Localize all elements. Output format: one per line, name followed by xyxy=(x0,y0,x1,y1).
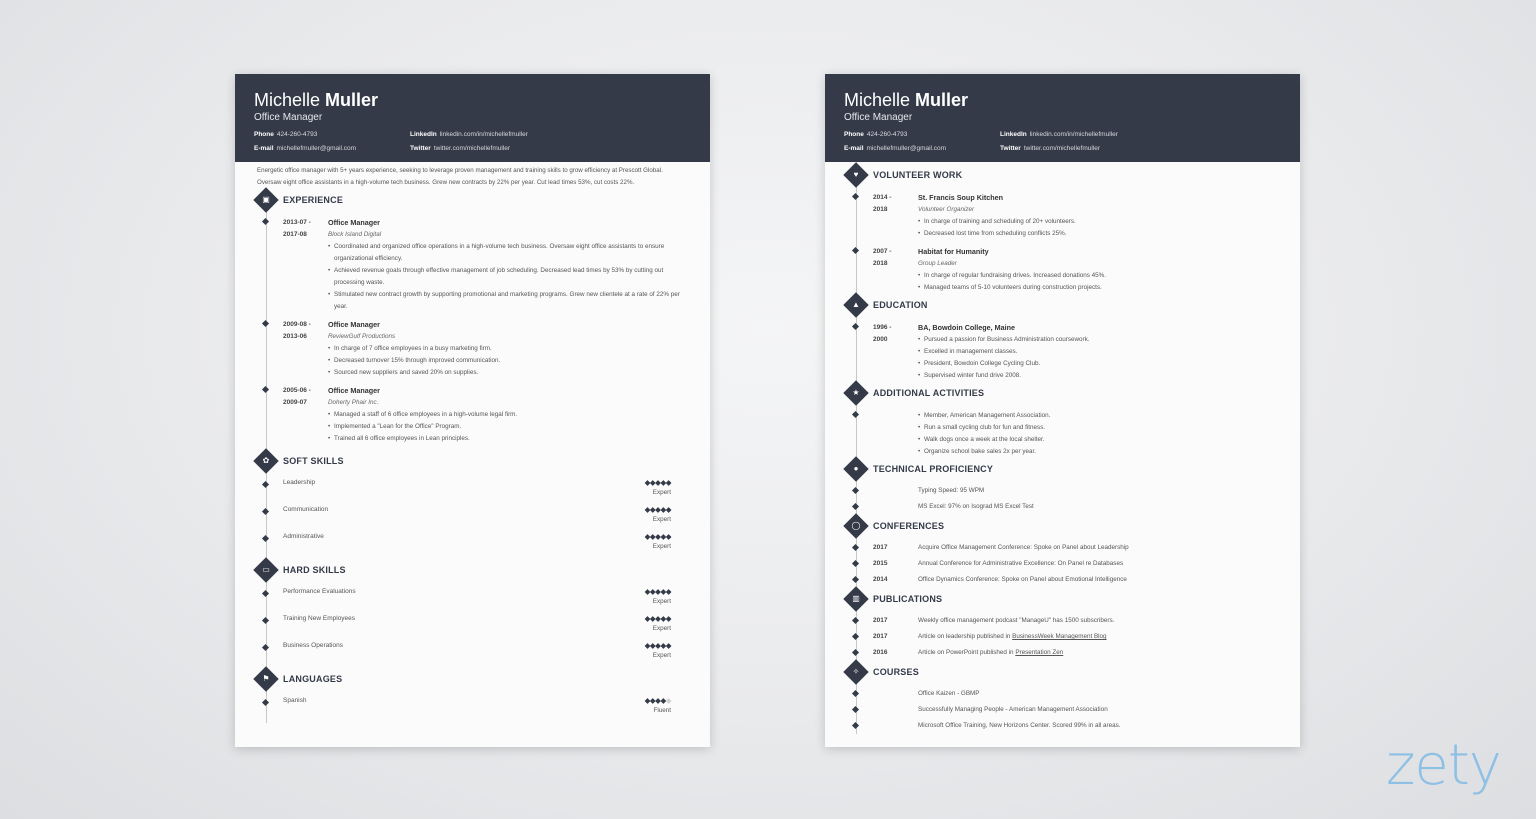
rating-diamonds xyxy=(645,505,671,515)
skill-level: Expert xyxy=(652,652,671,659)
rating-diamonds xyxy=(645,478,671,488)
flag-icon: ⚑ xyxy=(253,666,278,691)
star-icon: ★ xyxy=(843,380,868,405)
rating-diamond-icon: ◆ xyxy=(655,587,661,596)
phone: Phone 424-260-4793 xyxy=(844,131,908,138)
hard-skills-section: ▭ HARD SKILLS Performance Evaluations ◆◆◆◆◆ Expert Training New Employees ◆◆◆◆◆ Expert Business Operations ◆◆◆◆◆ Expert xyxy=(235,559,710,668)
entry-date: 1996 - 2000 xyxy=(873,324,892,343)
entry-bullets xyxy=(918,270,1280,294)
timeline-bullet xyxy=(852,633,859,640)
skill-row xyxy=(283,614,690,641)
entry-content xyxy=(918,322,1280,382)
twitter[interactable]: Twitter twitter.com/michellefmuller xyxy=(410,145,511,152)
bullet-point: • Run a small cycling club for fun and fitness. xyxy=(918,422,1280,434)
timeline-bullet xyxy=(852,544,859,551)
heart-icon: ♥ xyxy=(843,162,868,187)
skill-rating xyxy=(645,587,671,606)
row-text: Article on PowerPoint published in Presentation Zen xyxy=(918,649,1064,656)
bullet-point: • Supervised winter fund drive 2008. xyxy=(918,370,1280,382)
entry-content xyxy=(918,246,1280,294)
resume-page-right xyxy=(825,74,1300,747)
timeline-entry xyxy=(283,319,690,379)
entry-organization: ReviewGulf Productions xyxy=(328,333,396,340)
row-text: Annual Conference for Administrative Excellence: On Panel re Databases xyxy=(918,560,1124,567)
soft-skills-section: ✿ SOFT SKILLS Leadership ◆◆◆◆◆ Expert Communication ◆◆◆◆◆ Expert Administrative ◆◆◆◆◆ Expert xyxy=(235,450,710,559)
bullet-point: • Sourced new suppliers and saved 20% on supplies. xyxy=(328,367,690,379)
rating-diamond-icon: ◆ xyxy=(665,614,671,623)
skill-level: Expert xyxy=(652,489,671,496)
rating-diamonds xyxy=(645,587,671,597)
timeline-bullet xyxy=(262,508,269,515)
row-text: Typing Speed: 95 WPM xyxy=(918,487,985,494)
rating-diamond-icon: ◆ xyxy=(660,478,666,487)
entry-title: Office Manager xyxy=(328,386,380,395)
entry-title: Office Manager xyxy=(328,218,380,227)
skill-rating xyxy=(645,641,671,660)
resume-header xyxy=(825,74,1300,162)
skill-name: Communication xyxy=(283,506,329,513)
book-icon: ▥ xyxy=(843,586,868,611)
candidate-role: Office Manager xyxy=(844,112,913,123)
timeline-bullet xyxy=(262,320,269,327)
timeline-bullet xyxy=(852,722,859,729)
entry-bullets xyxy=(328,409,690,445)
list-row xyxy=(873,686,1280,702)
publication-link[interactable]: Presentation Zen xyxy=(1015,649,1064,656)
rating-diamond-icon: ◆ xyxy=(649,505,656,514)
list-row xyxy=(873,540,1280,556)
email[interactable]: E-mail michellefmuller@gmail.com xyxy=(254,145,357,152)
timeline-bullet xyxy=(262,590,269,597)
rating-diamond-icon: ◆ xyxy=(649,587,656,596)
left-body xyxy=(235,189,710,723)
bullet-point: • Achieved revenue goals through effective management of job scheduling. Decreased lead times by 53% by cutting out processing waste. xyxy=(328,265,690,289)
row-text: MS Excel: 97% on Isograd MS Excel Test xyxy=(918,503,1034,510)
rating-diamond-icon: ◆ xyxy=(665,478,671,487)
resume-page-left xyxy=(235,74,710,747)
row-text: Office Dynamics Conference: Spoke on Panel about Emotional Intelligence xyxy=(918,576,1127,583)
skill-row xyxy=(283,532,690,559)
timeline-bullet xyxy=(262,644,269,651)
entry-date: 2014 - 2018 xyxy=(873,194,892,213)
skill-row xyxy=(283,696,690,723)
rating-diamond-icon: ◆ xyxy=(655,505,661,514)
user-icon: ● xyxy=(843,456,868,481)
rating-diamond-icon: ◆ xyxy=(649,478,656,487)
bullet-point: • Walk dogs once a week at the local shelter. xyxy=(918,434,1280,446)
rating-diamond-icon: ◆ xyxy=(655,614,661,623)
entry-content xyxy=(918,192,1280,240)
rating-diamond-icon: ◆ xyxy=(660,641,666,650)
timeline-bullet xyxy=(852,487,859,494)
skill-level: Expert xyxy=(652,598,671,605)
bullet-point: • Trained all 6 office employees in Lean principles. xyxy=(328,433,690,445)
candidate-name: Michelle Muller xyxy=(844,90,969,110)
contact-info xyxy=(844,131,1280,152)
timeline-entry xyxy=(283,217,690,313)
bullet-point: • In charge of 7 office employees in a busy marketing firm. xyxy=(328,343,690,355)
skill-row xyxy=(283,478,690,505)
bullet-point: • Managed a staff of 6 office employees in a high-volume legal firm. xyxy=(328,409,690,421)
rating-diamonds xyxy=(645,641,671,651)
timeline-bullet xyxy=(852,323,859,330)
phone: Phone 424-260-4793 xyxy=(254,131,318,138)
skill-name: Business Operations xyxy=(283,642,343,649)
activities-section: ★ ADDITIONAL ACTIVITIES • Member, American Management Association. • Run a small cycling club for fun and fitness. • Walk dogs once a week at the local shelter. • Organize school bake sales 2x per year. xyxy=(825,382,1300,458)
chat-icon: ◯ xyxy=(843,513,868,538)
list-row xyxy=(873,613,1280,629)
rating-diamond-icon: ◆ xyxy=(665,696,671,705)
entry-title: Office Manager xyxy=(328,320,380,329)
rating-diamond-icon: ◆ xyxy=(660,696,666,705)
skill-row xyxy=(283,587,690,614)
rating-diamond-icon: ◆ xyxy=(655,641,661,650)
timeline-bullet xyxy=(262,218,269,225)
timeline-bullet xyxy=(852,617,859,624)
timeline-bullet xyxy=(262,535,269,542)
entry-organization: Block Island Digital xyxy=(328,231,382,238)
entry-organization: Doherty Phair Inc. xyxy=(328,399,379,406)
rating-diamond-icon: ◆ xyxy=(644,614,650,623)
entry-organization: Volunteer Organizer xyxy=(918,206,975,213)
rating-diamond-icon: ◆ xyxy=(649,696,656,705)
right-body xyxy=(825,162,1300,734)
rating-diamond-icon: ◆ xyxy=(665,532,671,541)
entry-content xyxy=(328,217,690,313)
summary: Energetic office manager with 5+ years experience, seeking to leverage proven management and training skills to grow efficiency at Prescott Global. Oversaw eight office assistants in a high-volume tech business. Grew new contracts by 22% per year. Cut lead times 53%, cut costs 22%. xyxy=(257,167,663,186)
publications-section: ▥ PUBLICATIONS 2017 Weekly office management podcast "ManageU" has 1500 subscribers. 2017 Article on leadership published in BusinessWeek Management Blog 2016 Article on PowerPoint published in Presentation Zen xyxy=(825,588,1300,661)
education-section: ▲ EDUCATION 1996 - 2000 BA, Bowdoin College, Maine • Pursued a passion for Business Administration coursework. • Excelled in management classes. • President, Bowdoin College Cycling Club. • Supervised winter fund drive 2008. xyxy=(825,294,1300,382)
entry-title: Habitat for Humanity xyxy=(918,247,989,256)
timeline-bullet xyxy=(852,193,859,200)
timeline-bullet xyxy=(852,649,859,656)
rating-diamond-icon: ◆ xyxy=(665,587,671,596)
skill-name: Spanish xyxy=(283,697,307,704)
contact-info xyxy=(254,131,690,152)
bullet-point: • Organize school bake sales 2x per year. xyxy=(918,446,1280,458)
row-year: 2015 xyxy=(873,560,888,567)
bullet-point: • Coordinated and organized office operations in a high-volume tech business. Oversaw eight office assistants to ensure organizational efficiency. xyxy=(328,241,690,265)
timeline-bullet xyxy=(852,503,859,510)
rating-diamond-icon: ◆ xyxy=(665,641,671,650)
experience-section: ▣ EXPERIENCE 2013-07 - 2017-08 Office Manager Block Island Digital • Coordinated and organized office operations in a high-volume tech business. Oversaw eight office assistants to ensure organizational efficiency. • Achieved revenue goals through effective management of job scheduling. Decreased lead times by 53% by cutting out processing waste. • Stimulated new contract growth by supporting promotional and marketing programs. Grew new clientele at a rate of 22% per year. 2009-08 - 2013-06 Office Manager ReviewGulf Productions • In charge of 7 office employees in a busy marketing firm. • Decreased turnover 15% through improved communication. • Sourced new suppliers and saved 20% on supplies. 2005-06 - 2009-07 Office Manager Doherty Phair Inc. • Managed a staff of 6 office employees in a high-volume legal firm. • Implemented a "Lean for the Office" Program. • Trained all 6 office employees in Lean principles. xyxy=(235,189,710,445)
timeline-bullet xyxy=(852,706,859,713)
row-text: Article on leadership published in BusinessWeek Management Blog xyxy=(918,633,1107,640)
rating-diamond-icon: ◆ xyxy=(660,505,666,514)
row-year: 2017 xyxy=(873,544,888,551)
bullet-point: • In charge of training and scheduling of 20+ volunteers. xyxy=(918,216,1280,228)
rating-diamonds xyxy=(645,614,671,624)
rating-diamond-icon: ◆ xyxy=(644,587,650,596)
entry-content xyxy=(328,319,690,379)
skill-rating xyxy=(645,696,671,715)
volunteer-section: ♥ VOLUNTEER WORK 2014 - 2018 St. Francis Soup Kitchen Volunteer Organizer • In charge of training and scheduling of 20+ volunteers. • Decreased lost time from scheduling conflicts 25%. 2007 - 2018 Habitat for Humanity Group Leader • In charge of regular fundraising drives. Increased donations 45%. • Managed teams of 5-10 volunteers during construction projects. xyxy=(825,164,1300,294)
rating-diamond-icon: ◆ xyxy=(644,532,650,541)
rating-diamond-icon: ◆ xyxy=(660,614,666,623)
rating-diamond-icon: ◆ xyxy=(644,478,650,487)
list-row xyxy=(873,483,1280,499)
entry-content xyxy=(328,385,690,445)
skill-row xyxy=(283,641,690,668)
row-year: 2017 xyxy=(873,617,888,624)
timeline-entry xyxy=(283,385,690,445)
rating-diamonds xyxy=(645,696,671,706)
entry-date: 2005-06 - 2009-07 xyxy=(283,387,311,406)
row-text: Acquire Office Management Conference: Spoke on Panel about Leadership xyxy=(918,544,1129,551)
timeline-bullet xyxy=(852,690,859,697)
technical-section: ● TECHNICAL PROFICIENCY Typing Speed: 95 WPM MS Excel: 97% on Isograd MS Excel Test xyxy=(825,458,1300,515)
entry-organization: Group Leader xyxy=(918,260,957,267)
bullet-point: • Implemented a "Lean for the Office" Program. xyxy=(328,421,690,433)
rating-diamonds xyxy=(645,532,671,542)
entry-title: BA, Bowdoin College, Maine xyxy=(918,323,1016,332)
entry-bullets xyxy=(328,241,690,313)
entry-bullets xyxy=(918,334,1280,382)
skill-level: Expert xyxy=(652,625,671,632)
linkedin[interactable]: LinkedIn linkedin.com/in/michellefmuller xyxy=(1000,131,1118,138)
list-row xyxy=(873,629,1280,645)
entry-bullets xyxy=(918,216,1280,240)
skill-name: Performance Evaluations xyxy=(283,588,356,595)
skill-level: Expert xyxy=(652,543,671,550)
email[interactable]: E-mail michellefmuller@gmail.com xyxy=(844,145,947,152)
zety-logo: zety xyxy=(1386,733,1501,798)
languages-section: ⚑ LANGUAGES Spanish ◆◆◆◆◆ Fluent xyxy=(235,668,710,723)
twitter[interactable]: Twitter twitter.com/michellefmuller xyxy=(1000,145,1101,152)
rating-diamond-icon: ◆ xyxy=(660,587,666,596)
row-year: 2014 xyxy=(873,576,888,583)
rating-diamond-icon: ◆ xyxy=(649,532,656,541)
candidate-name: Michelle Muller xyxy=(254,90,379,110)
skill-name: Administrative xyxy=(283,533,324,540)
rating-diamond-icon: ◆ xyxy=(644,696,650,705)
bullet-point: • Managed teams of 5-10 volunteers during construction projects. xyxy=(918,282,1280,294)
bullet-point: • In charge of regular fundraising drives. Increased donations 45%. xyxy=(918,270,1280,282)
list-row xyxy=(873,702,1280,718)
bullet-point: • Pursued a passion for Business Administration coursework. xyxy=(918,334,1280,346)
entry-title: St. Francis Soup Kitchen xyxy=(918,193,1004,202)
timeline-bullet xyxy=(262,481,269,488)
rating-diamond-icon: ◆ xyxy=(665,505,671,514)
timeline-bullet xyxy=(852,560,859,567)
publication-link[interactable]: BusinessWeek Management Blog xyxy=(1012,633,1107,640)
rating-diamond-icon: ◆ xyxy=(655,532,661,541)
linkedin[interactable]: LinkedIn linkedin.com/in/michellefmuller xyxy=(410,131,528,138)
entry-date: 2009-08 - 2013-06 xyxy=(283,321,311,340)
skill-rating xyxy=(645,505,671,524)
timeline-bullet xyxy=(852,247,859,254)
activities-entry xyxy=(873,410,1280,458)
timeline-bullet xyxy=(852,576,859,583)
timeline-bullet xyxy=(852,411,859,418)
bullet-point: • Stimulated new contract growth by supporting promotional and marketing programs. Grew new clientele at a rate of 22% per year. xyxy=(328,289,690,313)
skill-level: Expert xyxy=(652,516,671,523)
bullet-point: • President, Bowdoin College Cycling Club. xyxy=(918,358,1280,370)
graduation-cap-icon: ▲ xyxy=(843,292,868,317)
row-year: 2017 xyxy=(873,633,888,640)
row-text: Office Kaizen - GBMP xyxy=(918,690,980,697)
timeline-entry xyxy=(873,192,1280,240)
skill-name: Leadership xyxy=(283,479,316,486)
skill-level: Fluent xyxy=(653,707,671,714)
lightbulb-icon: ✧ xyxy=(843,659,868,684)
rating-diamond-icon: ◆ xyxy=(649,641,656,650)
rating-diamond-icon: ◆ xyxy=(644,641,650,650)
skill-rating xyxy=(645,532,671,551)
rating-diamond-icon: ◆ xyxy=(649,614,656,623)
skill-rating xyxy=(645,614,671,633)
rating-diamond-icon: ◆ xyxy=(660,532,666,541)
conferences-section: ◯ CONFERENCES 2017 Acquire Office Management Conference: Spoke on Panel about Leadership 2015 Annual Conference for Administrative Excellence: On Panel re Databases 2014 Office Dynamics Conference: Spoke on Panel about Emotional Intelligence xyxy=(825,515,1300,588)
list-row xyxy=(873,718,1280,734)
rating-diamond-icon: ◆ xyxy=(644,505,650,514)
row-text: Successfully Managing People - American Management Association xyxy=(918,706,1108,713)
row-text: Weekly office management podcast "ManageU" has 1500 subscribers. xyxy=(918,617,1115,624)
list-row xyxy=(873,572,1280,588)
courses-section: ✧ COURSES Office Kaizen - GBMP Successfully Managing People - American Management Association Microsoft Office Training, New Horizons Center. Scored 99% in all areas. xyxy=(825,661,1300,734)
laptop-icon: ▭ xyxy=(253,557,278,582)
entry-date: 2007 - 2018 xyxy=(873,248,892,267)
bullet-point: • Excelled in management classes. xyxy=(918,346,1280,358)
list-row xyxy=(873,499,1280,515)
skill-name: Training New Employees xyxy=(283,615,356,622)
row-text: Microsoft Office Training, New Horizons Center. Scored 99% in all areas. xyxy=(918,722,1121,729)
candidate-role: Office Manager xyxy=(254,112,323,123)
entry-date: 2013-07 - 2017-08 xyxy=(283,219,311,238)
timeline-bullet xyxy=(262,386,269,393)
puzzle-icon: ✿ xyxy=(253,448,278,473)
entry-bullets xyxy=(328,343,690,379)
list-row xyxy=(873,645,1280,661)
rating-diamond-icon: ◆ xyxy=(655,478,661,487)
bullet-point: • Decreased lost time from scheduling conflicts 25%. xyxy=(918,228,1280,240)
list-row xyxy=(873,556,1280,572)
rating-diamond-icon: ◆ xyxy=(655,696,661,705)
resume-header xyxy=(235,74,710,162)
timeline-bullet xyxy=(262,617,269,624)
row-year: 2016 xyxy=(873,649,888,656)
timeline-entry xyxy=(873,246,1280,294)
skill-row xyxy=(283,505,690,532)
timeline-entry xyxy=(873,322,1280,382)
briefcase-icon: ▣ xyxy=(253,187,278,212)
bullet-point: • Decreased turnover 15% through improved communication. xyxy=(328,355,690,367)
timeline-bullet xyxy=(262,699,269,706)
bullet-point: • Member, American Management Association. xyxy=(918,410,1280,422)
skill-rating xyxy=(645,478,671,497)
